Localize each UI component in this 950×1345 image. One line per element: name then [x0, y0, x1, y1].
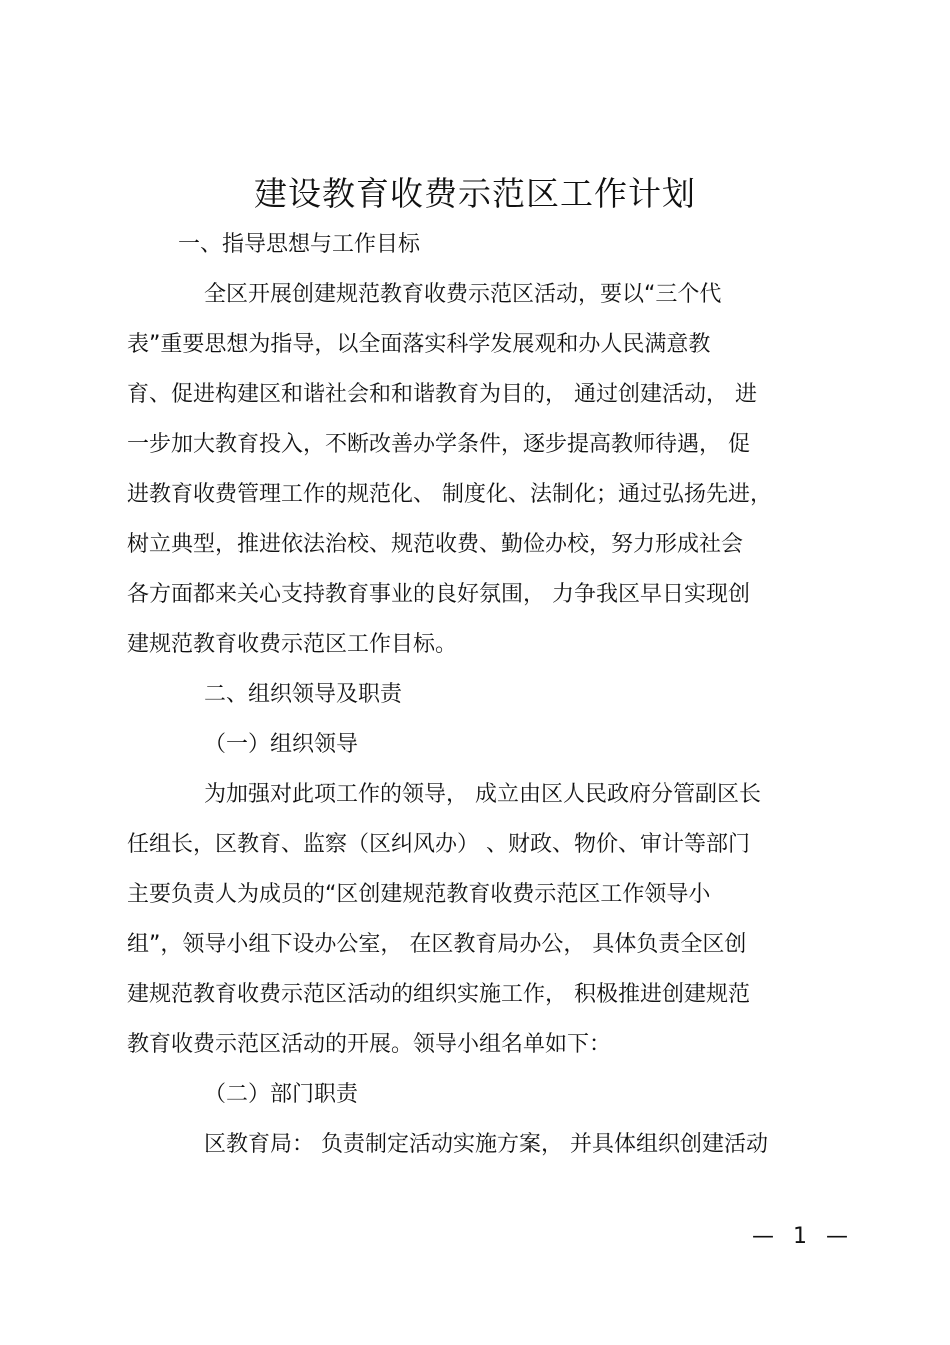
- paragraph-line: 表”重要思想为指导，以全面落实科学发展观和办人民满意教: [127, 332, 711, 357]
- page-number: — 1 —: [752, 1224, 854, 1249]
- section-heading-1: 一、指导思想与工作目标: [178, 232, 421, 257]
- paragraph-line: 进教育收费管理工作的规范化、 制度化、法制化；通过弘扬先进，: [127, 482, 772, 507]
- paragraph-line: 教育收费示范区活动的开展。领导小组名单如下：: [127, 1032, 612, 1057]
- document-title: 建设教育收费示范区工作计划: [254, 174, 696, 213]
- subsection-heading-1: （一）组织领导: [204, 732, 359, 757]
- paragraph-line: 建规范教育收费示范区活动的组织实施工作， 积极推进创建规范: [127, 982, 750, 1007]
- paragraph-line: 组”，领导小组下设办公室， 在区教育局办公， 具体负责全区创: [127, 932, 747, 957]
- paragraph-line: 各方面都来关心支持教育事业的良好氛围， 力争我区早日实现创: [127, 582, 750, 607]
- paragraph-line: 全区开展创建规范教育收费示范区活动，要以“三个代: [204, 282, 722, 307]
- paragraph-line: 树立典型，推进依法治校、规范收费、勤俭办校，努力形成社会: [127, 532, 744, 557]
- paragraph-line: 区教育局： 负责制定活动实施方案， 并具体组织创建活动: [204, 1132, 768, 1157]
- subsection-heading-2: （二）部门职责: [204, 1082, 359, 1107]
- paragraph-line: 建规范教育收费示范区工作目标。: [127, 632, 458, 657]
- section-heading-2: 二、组织领导及职责: [204, 682, 403, 707]
- paragraph-line: 任组长，区教育、监察（区纠风办） 、财政、物价、审计等部门: [127, 832, 750, 857]
- paragraph-line: 一步加大教育投入，不断改善办学条件，逐步提高教师待遇， 促: [127, 432, 750, 457]
- paragraph-line: 主要负责人为成员的“区创建规范教育收费示范区工作领导小: [127, 882, 711, 907]
- paragraph-line: 为加强对此项工作的领导， 成立由区人民政府分管副区长: [204, 782, 761, 807]
- paragraph-line: 育、促进构建区和谐社会和和谐教育为目的， 通过创建活动， 进: [127, 382, 757, 407]
